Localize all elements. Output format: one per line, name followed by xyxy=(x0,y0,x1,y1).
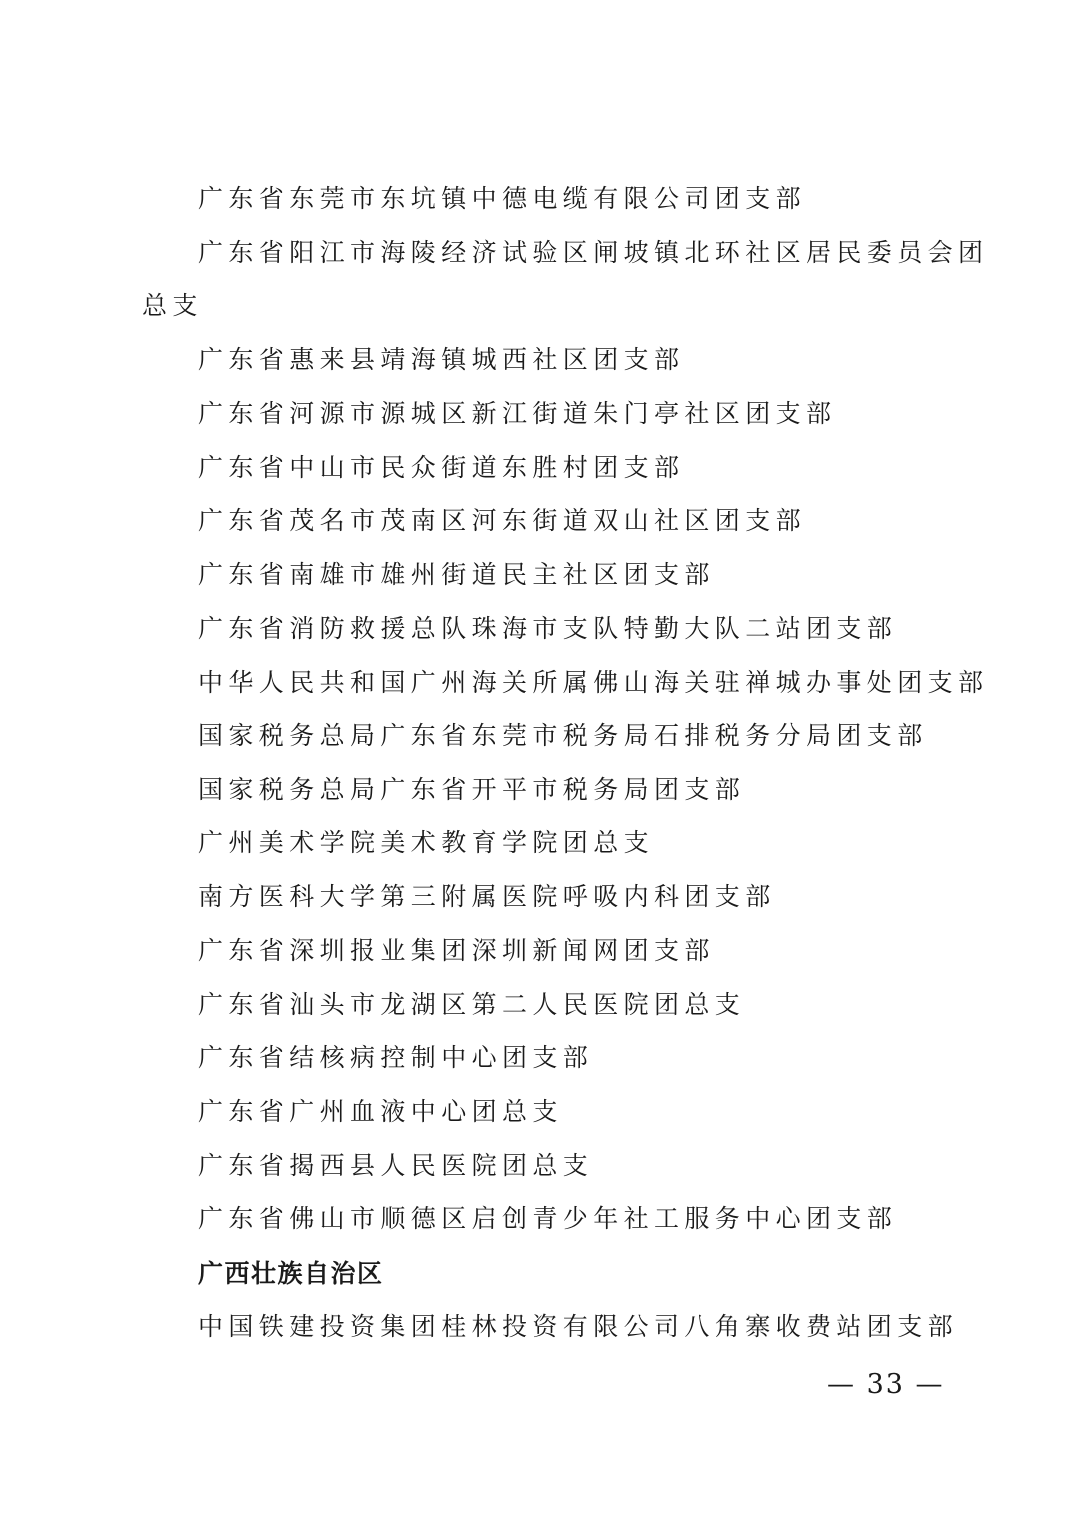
list-item: 中国铁建投资集团桂林投资有限公司八角寨收费站团支部 xyxy=(198,1312,959,1341)
list-item-continuation: 总支 xyxy=(142,291,203,320)
list-item: 广东省广州血液中心团总支 xyxy=(198,1097,563,1126)
list-item: 国家税务总局广东省开平市税务局团支部 xyxy=(198,775,746,804)
list-item: 广州美术学院美术教育学院团总支 xyxy=(198,828,655,857)
list-item: 广东省深圳报业集团深圳新闻网团支部 xyxy=(198,936,715,965)
list-item: 广东省东莞市东坑镇中德电缆有限公司团支部 xyxy=(198,184,807,213)
list-item: 中华人民共和国广州海关所属佛山海关驻禅城办事处团支部 xyxy=(198,668,989,697)
list-item: 广东省揭西县人民医院团总支 xyxy=(198,1151,594,1180)
list-item: 广东省佛山市顺德区启创青少年社工服务中心团支部 xyxy=(198,1204,898,1233)
list-item: 南方医科大学第三附属医院呼吸内科团支部 xyxy=(198,882,776,911)
list-item: 广东省中山市民众街道东胜村团支部 xyxy=(198,453,685,482)
list-item: 广东省茂名市茂南区河东街道双山社区团支部 xyxy=(198,506,807,535)
section-heading: 广西壮族自治区 xyxy=(198,1259,384,1288)
list-item: 国家税务总局广东省东莞市税务局石排税务分局团支部 xyxy=(198,721,928,750)
list-item: 广东省河源市源城区新江街道朱门亭社区团支部 xyxy=(198,399,837,428)
list-item: 广东省惠来县靖海镇城西社区团支部 xyxy=(198,345,685,374)
list-item: 广东省结核病控制中心团支部 xyxy=(198,1043,594,1072)
list-item: 广东省阳江市海陵经济试验区闸坡镇北环社区居民委员会团 xyxy=(198,238,989,267)
list-item: 广东省汕头市龙湖区第二人民医院团总支 xyxy=(198,990,746,1019)
list-item: 广东省南雄市雄州街道民主社区团支部 xyxy=(198,560,715,589)
page-number: — 33 — xyxy=(827,1369,945,1400)
list-item: 广东省消防救援总队珠海市支队特勤大队二站团支部 xyxy=(198,614,898,643)
